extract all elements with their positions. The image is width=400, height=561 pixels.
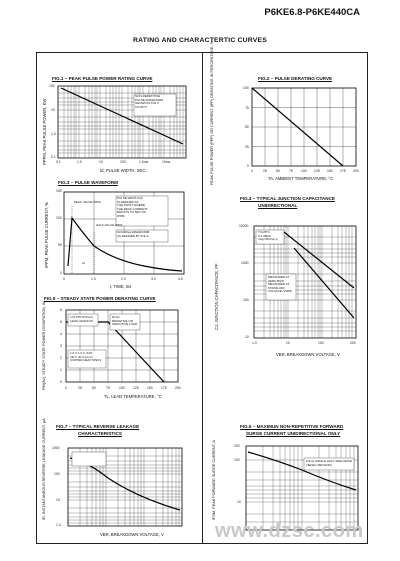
fig3-xlabel: t, TIME, ms bbox=[110, 284, 132, 289]
fig2-xtick: 25 bbox=[263, 169, 267, 173]
fig1-xtick: 100 bbox=[120, 160, 126, 164]
fig4-xtick: 200 bbox=[350, 341, 356, 345]
fig5-legend-left: L=0.375"(9.5mm) LEAD LENGTHS bbox=[70, 315, 94, 323]
fig7-title: FIG.7 – TYPICAL REVERSE LEAKAGE bbox=[56, 424, 140, 429]
fig2-xtick: 0 bbox=[251, 169, 253, 173]
fig3-xtick: 2.0 bbox=[121, 277, 126, 281]
fig6-title: FIG.6 – MAXIMUN NON-REPETITIVE FORWARD bbox=[240, 424, 344, 429]
fig7-ytick: 1000 bbox=[52, 446, 60, 450]
fig2-ytick: 75 bbox=[245, 106, 249, 110]
fig4-ytick: 10000 bbox=[239, 224, 249, 228]
fig6-ytick: 10 bbox=[237, 500, 241, 504]
fig5-xtick: 75 bbox=[106, 386, 110, 390]
fig4-ytick: 10 bbox=[245, 335, 249, 339]
fig2-ytick: 100 bbox=[243, 86, 249, 90]
fig4-curve-labels: MEASURED AT ZERO BIAS MEASURED AT STAND-OFF VOLTAGE (VWM) bbox=[268, 275, 292, 294]
fig2-xtick: 100 bbox=[301, 169, 307, 173]
fig4-title: FIG.4 – TYPICAL JUNCTION CAPACITANCE bbox=[240, 196, 335, 201]
fig5-title: FIG.5 – STEADY STATE POWER DERATING CURVE bbox=[44, 296, 156, 301]
fig5-legend-bottom: 1.6 X 1.6 X .040" (40 X 40 X 1mm) COPPER HEAT SINKS bbox=[70, 351, 102, 363]
fig5-xlabel: TL, LEAD TEMPERATURE, °C bbox=[104, 394, 162, 399]
fig1-xtick: 10 bbox=[99, 160, 103, 164]
fig7-title2: CHARACTERISTICS bbox=[78, 431, 122, 436]
fig6-ylabel: IFSM, PEAK FORWARD SURGE CURRENT, A bbox=[212, 440, 216, 520]
fig1-legend: NON-REPETITIVE PULSE WAVEFORM SHOWN IN FIG.3 TA=25°C bbox=[135, 94, 164, 109]
fig3-xtick: 1.0 bbox=[91, 277, 96, 281]
fig4-ytick: 1000 bbox=[241, 261, 249, 265]
fig5-legend-right: 60 Hz RESISTIVE OR INDUCTIVE LOAD bbox=[112, 315, 138, 327]
fig4-legend: TJ=25°C f=1.0MHz Vsig=50mVp-p bbox=[258, 230, 278, 242]
fig5-xtick: 100 bbox=[119, 386, 125, 390]
fig1-xtick: 1.0ms bbox=[139, 160, 149, 164]
fig1-ytick: 10 bbox=[51, 108, 55, 112]
fig5-ytick: 2 bbox=[60, 356, 62, 360]
fig7-ytick: 10 bbox=[56, 498, 60, 502]
fig3-ylabel: IPPM, PEAK PULSE CURRENT, % bbox=[44, 202, 49, 268]
fig2-xtick: 50 bbox=[276, 169, 280, 173]
fig5-ytick: 0 bbox=[60, 380, 62, 384]
fig5-ytick: 3 bbox=[60, 344, 62, 348]
fig1-ytick: 100 bbox=[49, 84, 55, 88]
fig5-ylabel: PM(AV), STEADY STATE POWER DISSIPATION, W bbox=[42, 301, 46, 390]
fig1-title: FIG.1 – PEAK PULSE POWER RATING CURVE bbox=[52, 76, 153, 81]
section-title: RATING AND CHARACTERTIC CURVES bbox=[133, 37, 267, 44]
fig3-annot-td: td bbox=[82, 261, 85, 265]
fig5-ytick: 6 bbox=[60, 308, 62, 312]
fig5-xtick: 50 bbox=[92, 386, 96, 390]
fig5-ytick: 4 bbox=[60, 332, 62, 336]
fig1-ytick: 0.1 bbox=[51, 155, 56, 159]
fig4-xtick: 100 bbox=[318, 341, 324, 345]
fig3-title: FIG.3 – PULSE WAVEFORM bbox=[58, 180, 118, 185]
fig3-xtick: 4.0 bbox=[178, 277, 183, 281]
fig3-legend2: 10/1000μs WAVEFORM AS DEFINED BY R.E.A. bbox=[117, 230, 150, 238]
fig2-ylabel: PEAK PULSE POWER (PPP) OR CURRENT (IPP) DERATING IN PERCENTAGE, % bbox=[210, 41, 214, 185]
fig5-xtick: 125 bbox=[133, 386, 139, 390]
fig7-ytick: 1.0 bbox=[56, 523, 61, 527]
fig5-ytick: 5 bbox=[60, 320, 62, 324]
fig1-xtick: 0.1 bbox=[56, 160, 61, 164]
fig1-xtick: 10ms bbox=[162, 160, 171, 164]
fig1-xlabel: td, PULSE WIDTH, SEC. bbox=[100, 168, 147, 173]
fig5-xtick: 175 bbox=[161, 386, 167, 390]
fig3-annot-peak: PEAK VALUE IPPM bbox=[74, 200, 101, 204]
fig4-ylabel: CJ, JUNCTION CAPACITANCE, PF bbox=[214, 263, 219, 330]
fig5-xtick: 150 bbox=[147, 386, 153, 390]
fig6-title2: SURGE CURRENT UNIDIRECTIONAL ONLY bbox=[246, 431, 341, 436]
fig2-ytick: 50 bbox=[245, 125, 249, 129]
fig3-xtick: 0 bbox=[63, 277, 65, 281]
fig1-plot bbox=[58, 86, 186, 158]
fig3-ytick: 50 bbox=[58, 243, 62, 247]
center-divider bbox=[202, 52, 203, 544]
fig7-plot bbox=[68, 448, 182, 526]
fig2-ytick: 25 bbox=[245, 145, 249, 149]
fig7-xlabel: VBR, BREAKDOWN VOLTAGE, V bbox=[100, 532, 164, 537]
fig6-ytick: 100 bbox=[234, 458, 240, 462]
part-number-header: P6KE6.8-P6KE440CA bbox=[264, 7, 360, 18]
fig1-xtick: 1.0 bbox=[77, 160, 82, 164]
fig5-xtick: 0 bbox=[65, 386, 67, 390]
fig3-ytick: 150 bbox=[56, 189, 62, 193]
fig2-xtick: 150 bbox=[327, 169, 333, 173]
fig5-xtick: 200 bbox=[175, 386, 181, 390]
fig1-ylabel: PPPM, PEAK PULSE POWER, KW bbox=[42, 98, 47, 165]
fig3-ytick: 100 bbox=[56, 216, 62, 220]
fig4-title2: UNIDIRECTIONAL bbox=[258, 203, 298, 208]
fig2-xtick: 200 bbox=[353, 169, 359, 173]
fig6-ytick: 200 bbox=[234, 444, 240, 448]
fig3-xtick: 3.0 bbox=[151, 277, 156, 281]
fig3-legend: PULSE WIDTH (td) IS DEFINED AS THE POINT WHERE THE PEAK CURRENT DECAYS TO 50% OF IPPM bbox=[117, 196, 148, 218]
fig4-xtick: 1.0 bbox=[252, 341, 257, 345]
watermark: www.dzsc.com bbox=[215, 520, 364, 542]
fig2-xtick: 175 bbox=[340, 169, 346, 173]
fig4-ytick: 100 bbox=[243, 298, 249, 302]
fig2-title: FIG.2 – PULSE DERATING CURVE bbox=[258, 76, 333, 81]
fig2-plot bbox=[252, 88, 356, 166]
fig4-xtick: 10 bbox=[286, 341, 290, 345]
fig2-ytick: 0 bbox=[247, 164, 249, 168]
fig4-xlabel: VBR, BREAKDOWN VOLTAGE, V bbox=[276, 352, 340, 357]
fig2-xlabel: TA, AMBIENT TEMPERATURE, °C bbox=[268, 176, 334, 181]
fig7-ylabel: IR, INSTANTANEOUS REVERSE LEAKAGE CURRENT, μA bbox=[42, 418, 46, 520]
fig3-annot-half: HALF VALUE IPP/2 bbox=[96, 223, 123, 227]
fig5-ytick: 1 bbox=[60, 368, 62, 372]
fig6-legend: 8.3ms SINGLE HALF SINE-WAVE (JEDEC METHOD) bbox=[306, 459, 352, 467]
fig1-ytick: 1.0 bbox=[51, 132, 56, 136]
fig2-xtick: 75 bbox=[289, 169, 293, 173]
fig7-ytick: 100 bbox=[54, 472, 60, 476]
fig3-ytick: 0 bbox=[60, 271, 62, 275]
fig2-xtick: 125 bbox=[314, 169, 320, 173]
fig5-xtick: 25 bbox=[78, 386, 82, 390]
